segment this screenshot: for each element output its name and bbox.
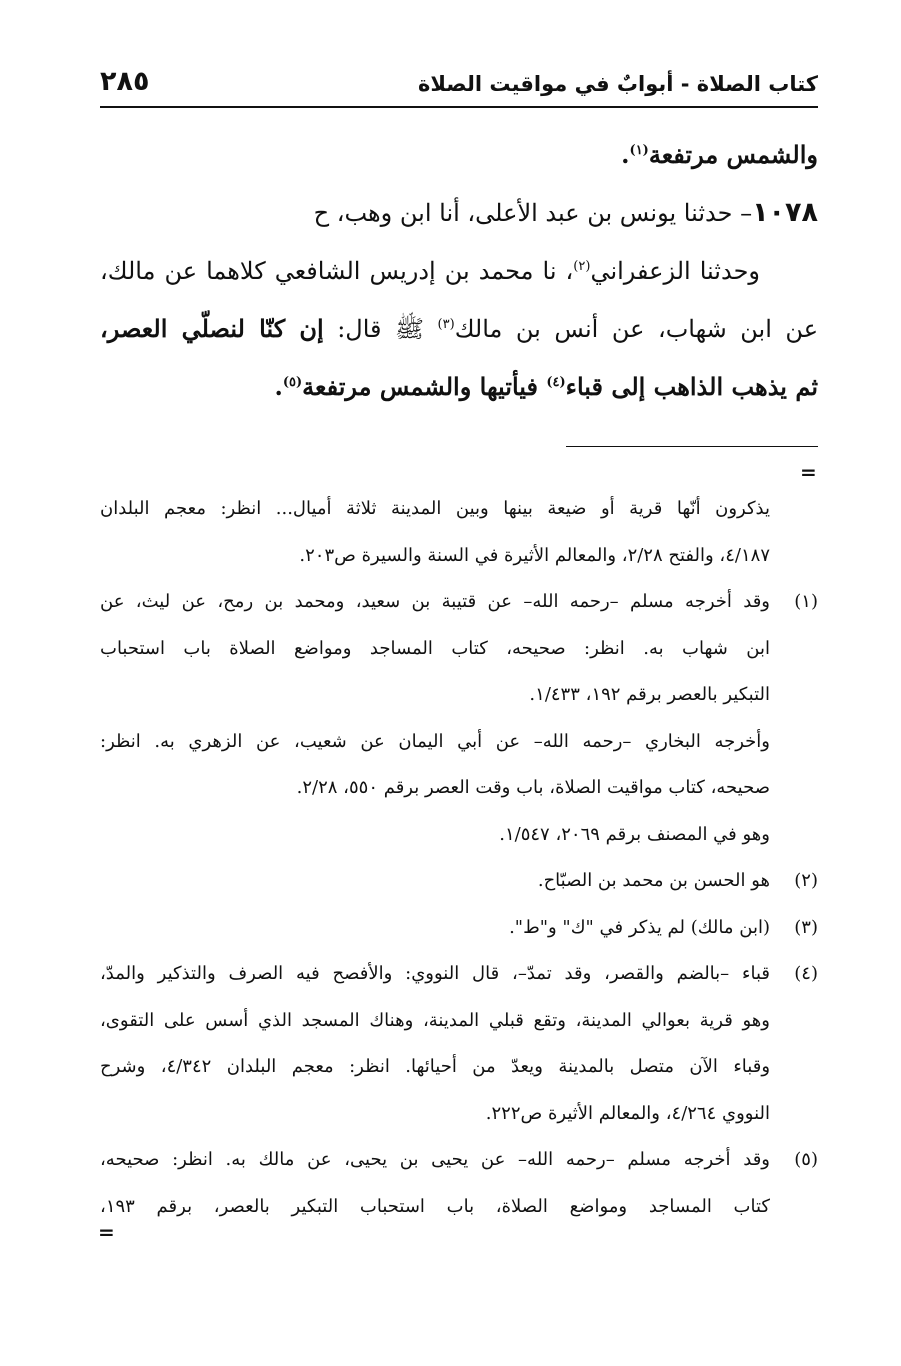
footnote-line: ابن شهاب به. انظر: صحيحه، كتاب المساجد ومواضع الصلاة باب استحباب [100,637,770,659]
main-line-2-text: – حدثنا يونس بن عبد الأعلى، أنا ابن وهب، ح [313,199,753,227]
footnote-number-4: (٤) [794,963,818,984]
footnote-line: صحيحه، كتاب مواقيت الصلاة، باب وقت العصر برقم ٥٥٠، ٢/٢٨. [296,777,770,798]
main-line-5-text-b: فيأتيها والشمس مرتفعة [302,372,547,401]
footnote-number-3: (٣) [794,916,818,938]
footnote-line: يذكرون أنّها قرية أو ضيعة بينها وبين المدينة ثلاثة أميال... انظر: معجم البلدان [100,498,770,519]
footnote-line: وهو في المصنف برقم ٢٠٦٩، ١/٥٤٧. [499,823,770,845]
hadith-number: ١٠٧٨ [752,197,818,228]
main-line-1-end: . [621,140,630,169]
page-header [100,66,818,106]
footnote-line-text: (ابن مالك) لم يذكر في "ك" و"ط". [509,916,770,938]
footnote-line: كتاب المساجد ومواضع الصلاة، باب استحباب التبكير بالعصر، برقم ١٩٣، [100,1195,770,1217]
running-title: كتاب الصلاة - أبوابٌ في مواقيت الصلاة [417,72,818,96]
page-number: ٢٨٥ [100,66,150,97]
footnote-1-first-line [100,579,818,626]
footnote-line: وهو قرية بعوالي المدينة، وتقع قبلي المدينة، وهناك المسجد الذي أسس على التقوى، [100,1009,770,1031]
footnote-separator [566,446,818,447]
footnote-3-line [100,905,818,952]
main-line-3 [100,242,818,300]
footnote-line: ٤/١٨٧، والفتح ٢/٢٨، والمعالم الأثيرة في السنة والسيرة ص٢٠٣. [299,544,770,566]
footnote-number-2: (٢) [794,870,818,891]
main-line-4 [100,300,818,358]
footnotes [100,486,818,1230]
footnote-2-line [100,858,818,905]
footnote-line: النووي ٤/٢٦٤، والمعالم الأثيرة ص٢٢٢. [485,1102,770,1124]
footnote-5-first-line [100,1137,818,1184]
main-line-3-text-b: ، نا محمد بن إدريس الشافعي كلاهما عن مالك، [100,257,574,285]
footnote-number-5: (٥) [794,1149,818,1170]
footnote-ref-5: (٥) [282,375,303,390]
footnote-ref-3: (٣) [437,317,455,332]
main-line-5-text-a: ثم يذهب الذاهب إلى قباء [565,372,818,401]
footnote-ref-2: (٢) [573,259,591,274]
footnote-line-text: وقد أخرجه مسلم –رحمه الله– عن يحيى بن يحيى، عن مالك به. انظر: صحيحه، [100,1149,770,1170]
header-rule [100,106,818,108]
main-line-5-end: . [274,372,283,401]
footnote-number-1: (١) [794,591,818,612]
footnote-line: وقباء الآن متصل بالمدينة ويعدّ من أحيائها. انظر: معجم البلدان ٤/٣٤٢، وشرح [100,1056,771,1077]
footnote-ref-4: (٤) [546,375,566,390]
main-text [100,126,818,416]
footnote-line-text: وقد أخرجه مسلم –رحمه الله– عن قتيبة بن سعيد، ومحمد بن رمح، عن ليث، عن [100,591,770,612]
main-line-4-text-b: ﷺ قال: [323,315,438,343]
main-line-5 [100,358,818,416]
footnote-line-text: قباء –بالضم والقصر، وقد تمدّ–، قال النووي: والأفصح فيه الصرف والتذكير والمدّ، [100,963,770,984]
footnote-line: وأخرجه البخاري –رحمه الله– عن أبي اليمان عن شعيب، عن الزهري به. انظر: [100,730,770,752]
main-line-1 [100,126,818,184]
footnote-line-text: هو الحسن بن محمد بن الصبّاح. [537,870,770,891]
main-line-1-text: والشمس مرتفعة [648,140,818,169]
main-line-4-bold: إن كنّا لنصلّي العصر، [100,314,324,343]
continuation-mark-bottom: = [98,1220,115,1244]
main-line-2 [100,184,818,242]
continuation-mark-top: = [800,460,817,484]
main-line-3-text-a: وحدثنا الزعفراني [590,257,760,285]
footnote-ref-1: (١) [629,143,649,158]
footnote-4-first-line [100,951,818,998]
footnote-line: التبكير بالعصر برقم ١٩٢، ١/٤٣٣. [529,684,770,705]
main-line-4-text-a: عن ابن شهاب، عن أنس بن مالك [454,315,818,343]
